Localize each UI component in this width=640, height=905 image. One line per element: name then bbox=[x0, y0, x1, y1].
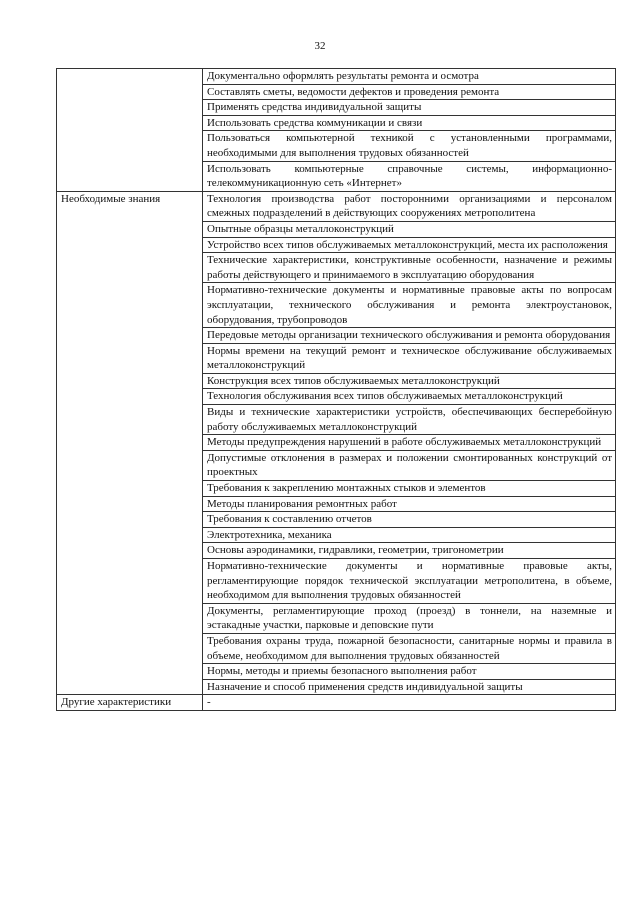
requirement-item: Передовые методы организации технического обслуживания и ремонта оборудования bbox=[203, 328, 616, 344]
requirement-item: Устройство всех типов обслуживаемых металлоконструкций, места их расположения bbox=[203, 237, 616, 253]
requirement-item: Использовать компьютерные справочные системы, информационно-телекоммуникационную сеть «Интернет» bbox=[203, 161, 616, 191]
requirement-item: Методы планирования ремонтных работ bbox=[203, 496, 616, 512]
requirement-item: Пользоваться компьютерной техникой с установленными программами, необходимыми для выполнения трудовых обязанностей bbox=[203, 131, 616, 161]
table-row bbox=[57, 695, 616, 711]
requirement-item: Составлять сметы, ведомости дефектов и проведения ремонта bbox=[203, 84, 616, 100]
requirement-item: Допустимые отклонения в размерах и положении смонтированных конструкций от проектных bbox=[203, 450, 616, 480]
requirement-item: Методы предупреждения нарушений в работе обслуживаемых металлоконструкций bbox=[203, 435, 616, 451]
section-label: Необходимые знания bbox=[57, 191, 203, 695]
table-row bbox=[57, 191, 616, 221]
table-row bbox=[57, 69, 616, 85]
requirements-table bbox=[56, 68, 616, 711]
requirement-item: - bbox=[203, 695, 616, 711]
requirement-item: Нормативно-технические документы и нормативные правовые акты по вопросам эксплуатации, технического обслуживания и ремонта электроустановок, оборудования, трубопроводов bbox=[203, 283, 616, 328]
requirement-item: Документы, регламентирующие проход (проезд) в тоннели, на наземные и эстакадные участки, парковые и деповские пути bbox=[203, 603, 616, 633]
section-label bbox=[57, 69, 203, 192]
requirement-item: Документально оформлять результаты ремонта и осмотра bbox=[203, 69, 616, 85]
requirement-item: Требования охраны труда, пожарной безопасности, санитарные нормы и правила в объеме, необходимом для выполнения трудовых обязанностей bbox=[203, 633, 616, 663]
requirement-item: Опытные образцы металлоконструкций bbox=[203, 221, 616, 237]
requirement-item: Виды и технические характеристики устройств, обеспечивающих бесперебойную работу обслуживаемых металлоконструкций bbox=[203, 405, 616, 435]
requirement-item: Использовать средства коммуникации и связи bbox=[203, 115, 616, 131]
requirement-item: Технология производства работ посторонними организациями и персоналом смежных подразделений в действующих сооружениях метрополитена bbox=[203, 191, 616, 221]
requirement-item: Технические характеристики, конструктивные особенности, назначение и режимы работы действующего и принимаемого в эксплуатацию оборудования bbox=[203, 253, 616, 283]
requirement-item: Технология обслуживания всех типов обслуживаемых металлоконструкций bbox=[203, 389, 616, 405]
page-number: 32 bbox=[314, 40, 326, 52]
requirement-item: Нормы, методы и приемы безопасного выполнения работ bbox=[203, 664, 616, 680]
requirements-table-body bbox=[57, 69, 616, 711]
requirement-item: Нормативно-технические документы и нормативные правовые акты, регламентирующие порядок технической эксплуатации метрополитена, в объеме, необходимом для выполнения трудовых обязанностей bbox=[203, 559, 616, 604]
requirement-item: Требования к составлению отчетов bbox=[203, 512, 616, 528]
requirement-item: Назначение и способ применения средств индивидуальной защиты bbox=[203, 679, 616, 695]
section-label: Другие характеристики bbox=[57, 695, 203, 711]
requirement-item: Требования к закреплению монтажных стыков и элементов bbox=[203, 481, 616, 497]
requirement-item: Конструкция всех типов обслуживаемых металлоконструкций bbox=[203, 373, 616, 389]
requirement-item: Нормы времени на текущий ремонт и техническое обслуживание обслуживаемых металлоконструкций bbox=[203, 343, 616, 373]
requirement-item: Применять средства индивидуальной защиты bbox=[203, 100, 616, 116]
requirement-item: Электротехника, механика bbox=[203, 527, 616, 543]
requirement-item: Основы аэродинамики, гидравлики, геометрии, тригонометрии bbox=[203, 543, 616, 559]
